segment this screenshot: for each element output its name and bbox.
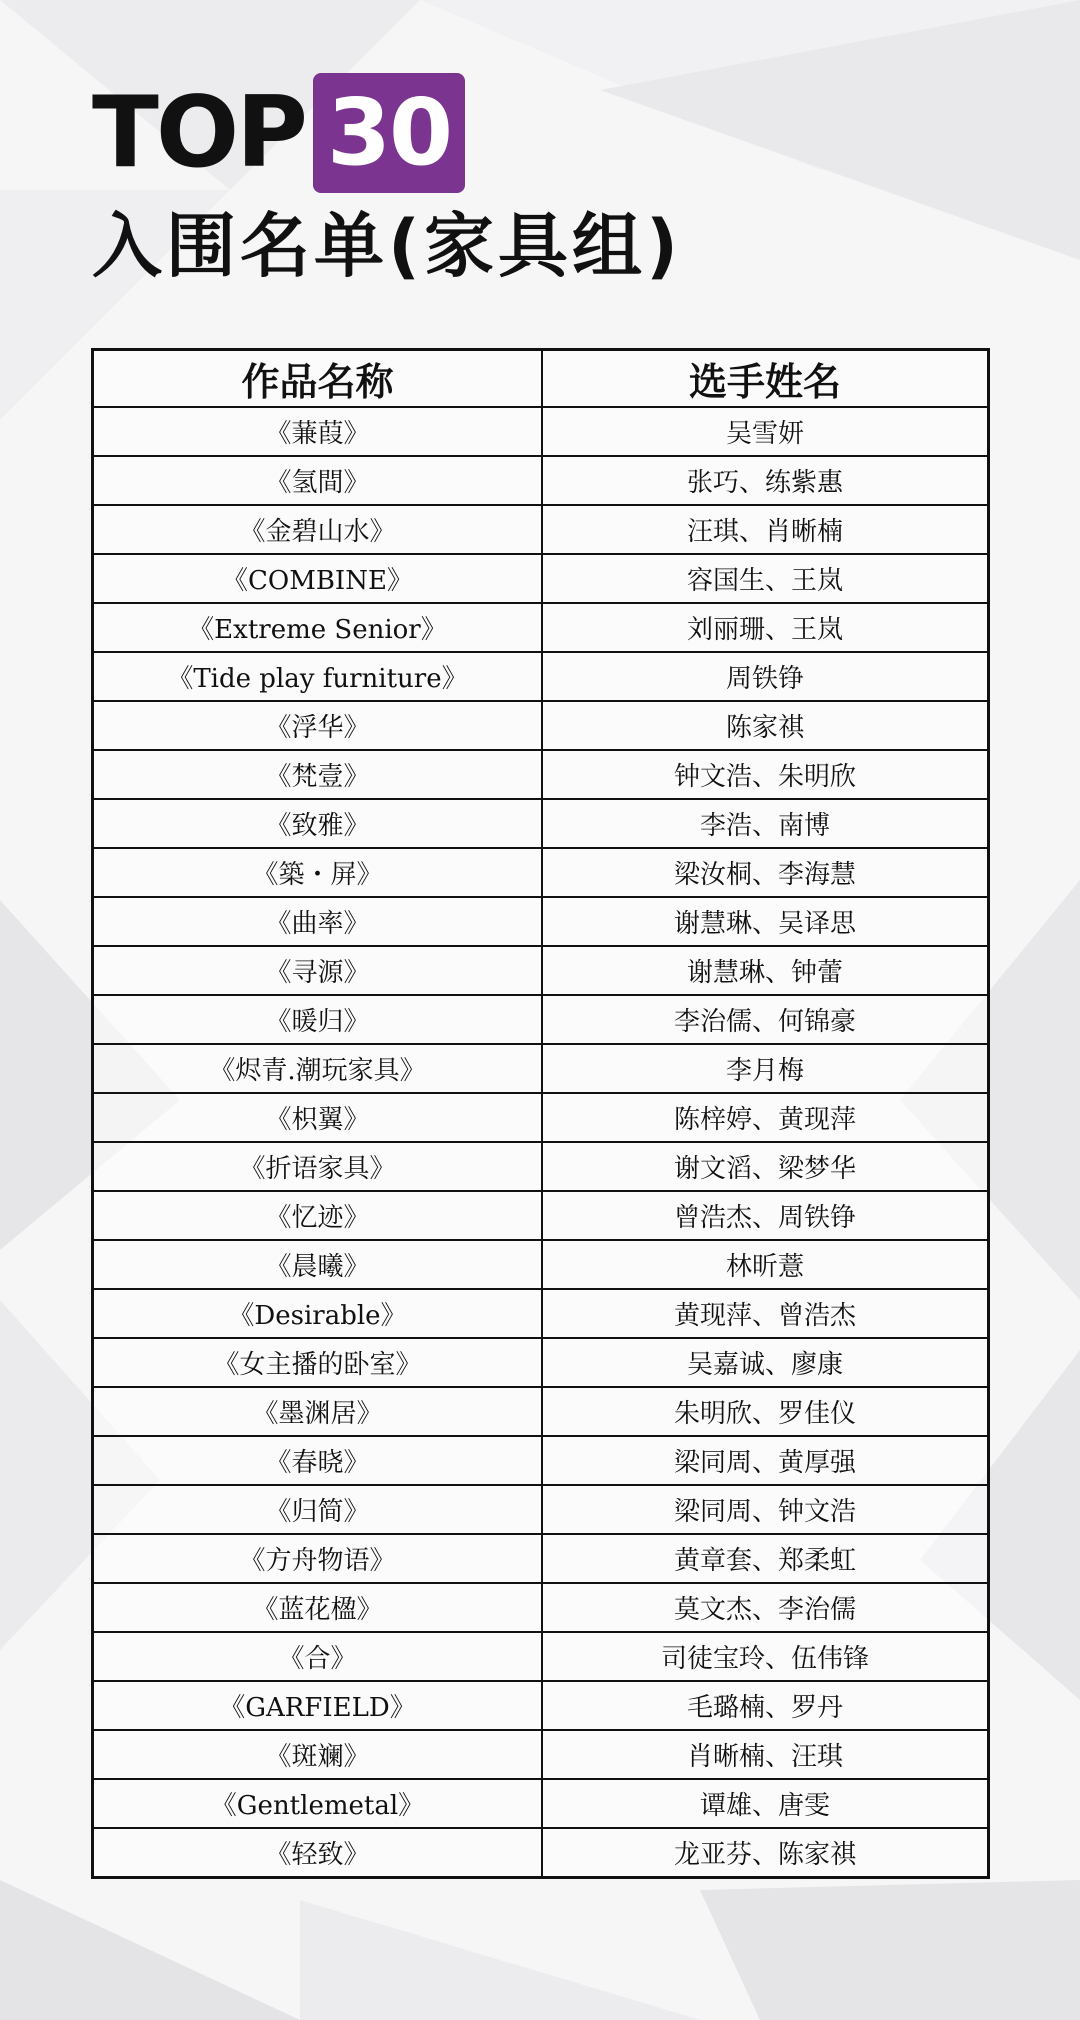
table-row — [93, 1534, 989, 1583]
work-name-cell: 《烬青.潮玩家具》 — [93, 1044, 542, 1093]
contestant-names-cell: 莫文杰、李治儒 — [542, 1583, 989, 1632]
table-row — [93, 1142, 989, 1191]
table-row — [93, 1093, 989, 1142]
contestant-names-cell: 肖晰楠、汪琪 — [542, 1730, 989, 1779]
contestant-names-cell: 吴雪妍 — [542, 407, 989, 456]
contestant-names-cell: 朱明欣、罗佳仪 — [542, 1387, 989, 1436]
table-row — [93, 1485, 989, 1534]
contestant-names-cell: 曾浩杰、周铁铮 — [542, 1191, 989, 1240]
work-name-cell: 《晨曦》 — [93, 1240, 542, 1289]
work-name-cell: 《金碧山水》 — [93, 505, 542, 554]
table-row — [93, 995, 989, 1044]
work-name-cell: 《Tide play furniture》 — [93, 652, 542, 701]
table-row — [93, 554, 989, 603]
work-name-cell: 《春晓》 — [93, 1436, 542, 1485]
table-row — [93, 505, 989, 554]
contestant-names-cell: 龙亚芬、陈家祺 — [542, 1828, 989, 1878]
work-name-cell: 《暖归》 — [93, 995, 542, 1044]
contestant-names-cell: 刘丽珊、王岚 — [542, 603, 989, 652]
contestant-names-cell: 吴嘉诚、廖康 — [542, 1338, 989, 1387]
work-name-cell: 《氢間》 — [93, 456, 542, 505]
work-name-cell: 《合》 — [93, 1632, 542, 1681]
table-row — [93, 1044, 989, 1093]
table-row — [93, 603, 989, 652]
work-name-cell: 《GARFIELD》 — [93, 1681, 542, 1730]
work-name-cell: 《轻致》 — [93, 1828, 542, 1878]
table-header-row — [93, 350, 989, 408]
title-number-badge: 30 — [313, 73, 465, 193]
work-name-cell: 《忆迹》 — [93, 1191, 542, 1240]
title-top30 — [92, 72, 465, 194]
work-name-cell: 《寻源》 — [93, 946, 542, 995]
header-work-name: 作品名称 — [93, 350, 542, 408]
work-name-cell: 《Extreme Senior》 — [93, 603, 542, 652]
contestant-names-cell: 李治儒、何锦豪 — [542, 995, 989, 1044]
work-name-cell: 《Desirable》 — [93, 1289, 542, 1338]
work-name-cell: 《墨渊居》 — [93, 1387, 542, 1436]
contestant-names-cell: 梁同周、黄厚强 — [542, 1436, 989, 1485]
table-row — [93, 1191, 989, 1240]
page-subtitle: 入围名单(家具组) — [92, 205, 682, 287]
table-row — [93, 1436, 989, 1485]
table-row — [93, 897, 989, 946]
contestant-names-cell: 谢文滔、梁梦华 — [542, 1142, 989, 1191]
header-contestant-name: 选手姓名 — [542, 350, 989, 408]
work-name-cell: 《蒹葭》 — [93, 407, 542, 456]
contestant-names-cell: 容国生、王岚 — [542, 554, 989, 603]
contestant-names-cell: 谭雄、唐雯 — [542, 1779, 989, 1828]
work-name-cell: 《致雅》 — [93, 799, 542, 848]
table-row — [93, 1730, 989, 1779]
contestant-names-cell: 钟文浩、朱明欣 — [542, 750, 989, 799]
table-row — [93, 456, 989, 505]
table-row — [93, 1779, 989, 1828]
table-row — [93, 1387, 989, 1436]
table-row — [93, 701, 989, 750]
table-row — [93, 1338, 989, 1387]
table-row — [93, 750, 989, 799]
table-row — [93, 1681, 989, 1730]
work-name-cell: 《蓝花楹》 — [93, 1583, 542, 1632]
table-row — [93, 1583, 989, 1632]
table-row — [93, 1289, 989, 1338]
table-row — [93, 652, 989, 701]
contestant-names-cell: 周铁铮 — [542, 652, 989, 701]
contestant-names-cell: 李月梅 — [542, 1044, 989, 1093]
contestant-names-cell: 谢慧琳、吴译思 — [542, 897, 989, 946]
title-top-word: TOP — [92, 76, 305, 190]
contestant-names-cell: 李浩、南博 — [542, 799, 989, 848]
work-name-cell: 《枳翼》 — [93, 1093, 542, 1142]
work-name-cell: 《折语家具》 — [93, 1142, 542, 1191]
contestant-names-cell: 张巧、练紫惠 — [542, 456, 989, 505]
contestant-names-cell: 陈家祺 — [542, 701, 989, 750]
work-name-cell: 《築・屏》 — [93, 848, 542, 897]
contestant-names-cell: 林昕薏 — [542, 1240, 989, 1289]
contestant-names-cell: 谢慧琳、钟蕾 — [542, 946, 989, 995]
contestant-names-cell: 黄现萍、曾浩杰 — [542, 1289, 989, 1338]
table-row — [93, 1828, 989, 1878]
contestant-names-cell: 汪琪、肖晰楠 — [542, 505, 989, 554]
contestant-names-cell: 梁同周、钟文浩 — [542, 1485, 989, 1534]
work-name-cell: 《斑斓》 — [93, 1730, 542, 1779]
contestant-names-cell: 梁汝桐、李海慧 — [542, 848, 989, 897]
work-name-cell: 《Gentlemetal》 — [93, 1779, 542, 1828]
contestant-names-cell: 黄章套、郑柔虹 — [542, 1534, 989, 1583]
table-row — [93, 1632, 989, 1681]
table-row — [93, 799, 989, 848]
contestant-names-cell: 司徒宝玲、伍伟锋 — [542, 1632, 989, 1681]
table-row — [93, 946, 989, 995]
contestant-names-cell: 毛璐楠、罗丹 — [542, 1681, 989, 1730]
work-name-cell: 《浮华》 — [93, 701, 542, 750]
work-name-cell: 《梵壹》 — [93, 750, 542, 799]
table-row — [93, 407, 989, 456]
work-name-cell: 《COMBINE》 — [93, 554, 542, 603]
work-name-cell: 《方舟物语》 — [93, 1534, 542, 1583]
table-row — [93, 848, 989, 897]
finalist-table — [91, 348, 990, 1879]
work-name-cell: 《曲率》 — [93, 897, 542, 946]
work-name-cell: 《归简》 — [93, 1485, 542, 1534]
table-row — [93, 1240, 989, 1289]
work-name-cell: 《女主播的卧室》 — [93, 1338, 542, 1387]
contestant-names-cell: 陈梓婷、黄现萍 — [542, 1093, 989, 1142]
